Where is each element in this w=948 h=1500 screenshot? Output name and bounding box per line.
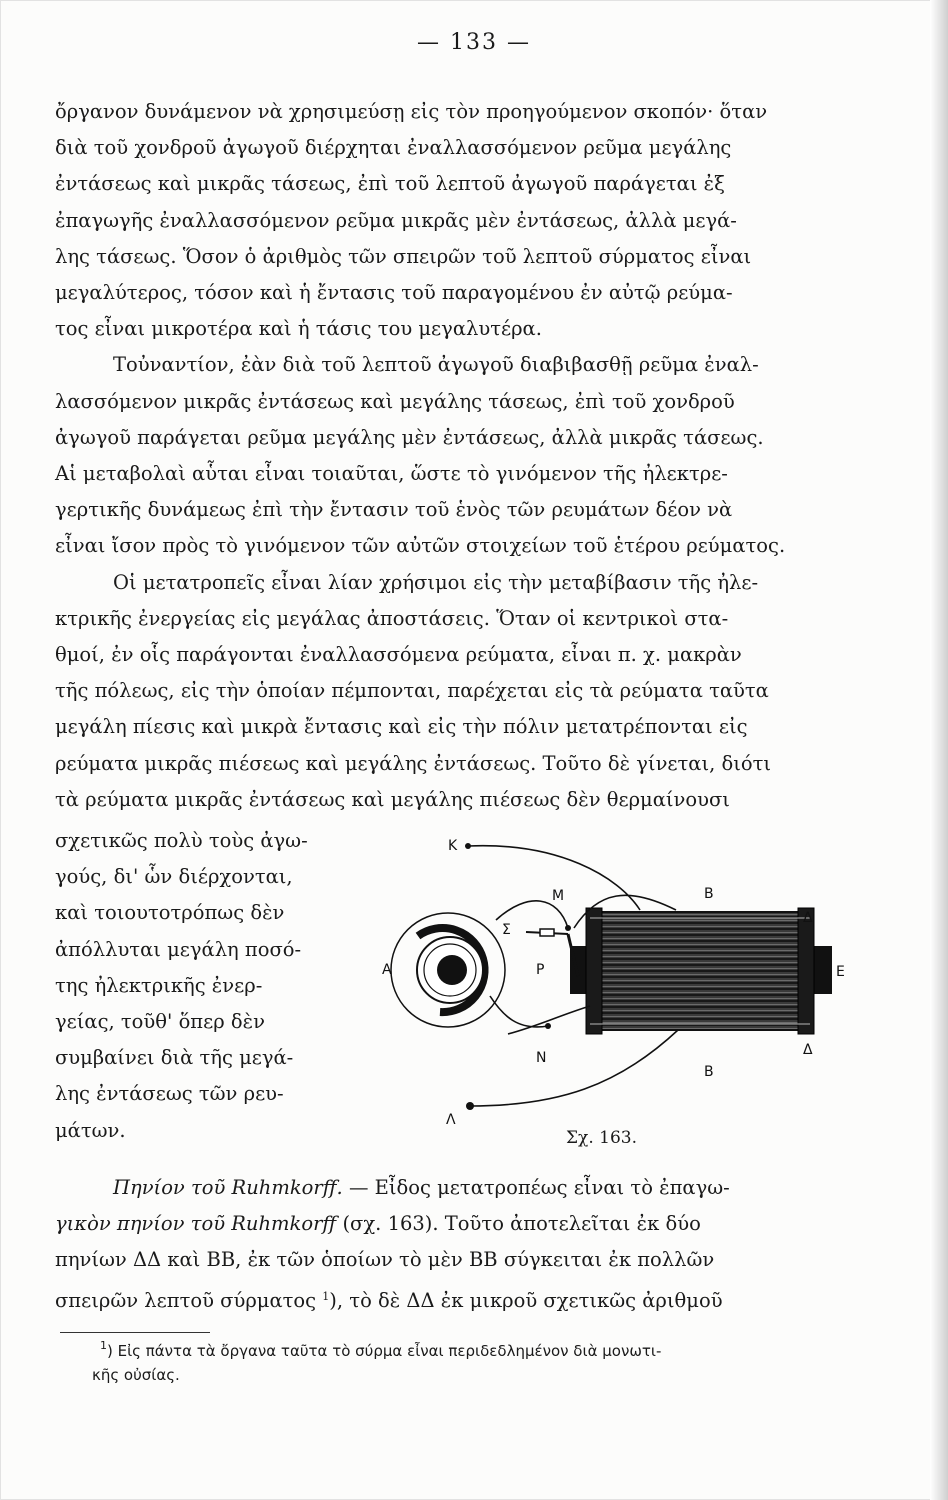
text-line: λης τάσεως. Ὅσον ὁ ἀριθμὸς τῶν σπειρῶν τοῦ λεπτοῦ σύρματος εἶναι <box>55 244 752 268</box>
text-line: πηνίων ΔΔ καὶ ΒΒ, ἐκ τῶν ὁποίων τὸ μὲν ΒΒ σύγκειται ἐκ πολλῶν <box>55 1248 715 1272</box>
figure-label: Α <box>382 962 392 978</box>
text-line: τῆς πόλεως, εἰς τὴν ὁποίαν πέμπονται, παρέχεται εἰς τὰ ρεύματα ταῦτα <box>55 679 769 703</box>
text-line: της ἠλεκτρικῆς ἐνερ- <box>55 973 263 997</box>
text-line: ἐντάσεως καὶ μικρᾶς τάσεως, ἐπὶ τοῦ λεπτοῦ ἀγωγοῦ παράγεται ἐξ <box>55 172 725 196</box>
coil-illustration <box>378 836 858 1154</box>
terminal-n <box>545 1023 551 1029</box>
body-text-lower <box>55 1170 855 1319</box>
text-line: ἀπόλλυται μεγάλη ποσό- <box>55 937 302 961</box>
text-line: Αἱ μεταβολαὶ αὗται εἶναι τοιαῦται, ὥστε τὸ γινόμενον τῆς ἠλεκτρε- <box>55 462 728 486</box>
text-line: ἐπαγωγῆς ἐναλλασσόμενον ρεῦμα μικρᾶς μὲν ἐντάσεως, ἀλλὰ μεγά- <box>55 208 737 232</box>
text-segment: ), τὸ δὲ ΔΔ ἐκ μικροῦ σχετικῶς ἀριθμοῦ <box>329 1288 723 1312</box>
page-number: — 133 — <box>417 30 531 55</box>
text-line: εἶναι ἴσον πρὸς τὸ γινόμενον τῶν αὐτῶν στοιχείων τοῦ ἑτέρου ρεύματος. <box>55 534 786 558</box>
text-segment-italic: γικὸν πηνίον τοῦ Ruhmkorff <box>55 1212 337 1236</box>
figure-label: Ν <box>536 1050 547 1066</box>
induction-coil <box>586 908 814 1034</box>
text-segment: σπειρῶν λεπτοῦ σύρματος <box>55 1288 323 1312</box>
text-line: γείας, τοῦθ' ὅπερ δὲν <box>55 1010 265 1034</box>
figure-label: Σ <box>502 922 511 938</box>
text-line: λης ἐντάσεως τῶν ρευ- <box>55 1082 284 1106</box>
text-segment: — Εἶδος μετατροπέως εἶναι τὸ ἐπαγω- <box>342 1176 730 1199</box>
text-line: ἀγωγοῦ παράγεται ρεῦμα μεγάλης μὲν ἐντάσεως, ἀλλὰ μικρᾶς τάσεως. <box>55 425 764 449</box>
figure-label: Ρ <box>536 962 545 978</box>
footnote-line <box>100 1339 662 1360</box>
text-line: σχετικῶς πολὺ τοὺς ἀγω- <box>55 829 308 852</box>
text-line: λασσόμενον μικρᾶς ἐντάσεως καὶ μεγάλης τάσεως, ἐπὶ τοῦ χονδροῦ <box>55 389 735 413</box>
terminal-k <box>465 843 471 849</box>
interrupter-disc <box>391 913 505 1027</box>
text-line: Τοὐναντίον, ἐὰν διὰ τοῦ λεπτοῦ ἀγωγοῦ διαβιβασθῇ ρεῦμα ἐναλ- <box>113 353 759 377</box>
footnote-divider <box>60 1332 210 1333</box>
footnote <box>92 1334 860 1387</box>
text-line: ρεύματα μικρᾶς πιέσεως καὶ μεγάλης ἐντάσεως. Τοῦτο δὲ γίνεται, διότι <box>55 751 772 775</box>
text-line: μεγαλύτερος, τόσον καὶ ἡ ἔντασις τοῦ παραγομένου ἐν αὐτῷ ρεύμα- <box>55 281 733 305</box>
text-line <box>55 1206 855 1242</box>
body-text-wrapped <box>55 823 355 1149</box>
figure-label: Β <box>704 886 714 902</box>
footnote-marker: 1 <box>100 1339 107 1352</box>
text-line: καὶ τοιουτοτρόπως δὲν <box>55 901 285 925</box>
text-line: θμοί, ἐν οἷς παράγονται ἐναλλασσόμενα ρεύματα, εἶναι π. χ. μακρὰν <box>55 643 742 667</box>
text-line: ὄργανον δυνάμενον νὰ χρησιμεύσῃ εἰς τὸν προηγούμενον σκοπόν· ὅταν <box>55 100 768 123</box>
footnote-text: ) Εἰς πάντα τὰ ὄργανα ταῦτα τὸ σύρμα εἶναι περιδεδλημένον διὰ μονωτι- <box>107 1342 662 1360</box>
figure-caption: Σχ. 163. <box>566 1128 637 1148</box>
figure-label: Λ <box>446 1112 456 1128</box>
figure-label: Ε <box>836 964 845 980</box>
text-line: τὰ ρεύματα μικρᾶς ἐντάσεως καὶ μεγάλης πιέσεως δὲν θερμαίνουσι <box>55 787 730 811</box>
text-line <box>55 1279 855 1319</box>
text-line: κτρικῆς ἐνεργείας εἰς μεγάλας ἀποστάσεις. Ὅταν οἱ κεντρικοὶ στα- <box>55 606 729 630</box>
figure-label: Β <box>704 1064 714 1080</box>
figure-label: Δ <box>803 910 813 926</box>
body-text-upper <box>55 94 855 818</box>
text-line: μεγάλη πίεσις καὶ μικρὰ ἔντασις καὶ εἰς τὴν πόλιν μετατρέπονται εἰς <box>55 715 748 739</box>
figure-label: Μ <box>552 888 565 904</box>
footnote-line: κῆς οὐσίας. <box>92 1366 180 1384</box>
text-line: τος εἶναι μικροτέρα καὶ ἡ τάσις του μεγαλυτέρα. <box>55 317 542 341</box>
text-line: γούς, δι' ὧν διέρχονται, <box>55 865 293 889</box>
figure-label: Κ <box>448 838 458 854</box>
terminal-lambda <box>466 1102 474 1110</box>
page-edge-shadow <box>930 0 948 1500</box>
ruhmkorff-coil-figure <box>378 836 858 1154</box>
section-heading: Πηνίον τοῦ Ruhmkorff. <box>113 1176 343 1199</box>
text-line: συμβαίνει διὰ τῆς μεγά- <box>55 1046 294 1070</box>
footnote-reference: 1 <box>322 1289 330 1303</box>
text-line: μάτων. <box>55 1118 126 1142</box>
text-line: Οἱ μετατροπεῖς εἶναι λίαν χρήσιμοι εἰς τὴν μεταβίβασιν τῆς ἠλε- <box>113 570 759 594</box>
text-line: διὰ τοῦ χονδροῦ ἀγωγοῦ διέρχηται ἐναλλασσόμενον ρεῦμα μεγάλης <box>55 136 732 160</box>
text-line <box>55 1170 855 1206</box>
text-segment: (σχ. 163). Τοῦτο ἀποτελεῖται ἐκ δύο <box>336 1212 701 1236</box>
text-line: γερτικῆς δυνάμεως ἐπὶ τὴν ἔντασιν τοῦ ἑνὸς τῶν ρευμάτων δέον νὰ <box>55 498 733 522</box>
figure-label: Δ <box>803 1042 813 1058</box>
